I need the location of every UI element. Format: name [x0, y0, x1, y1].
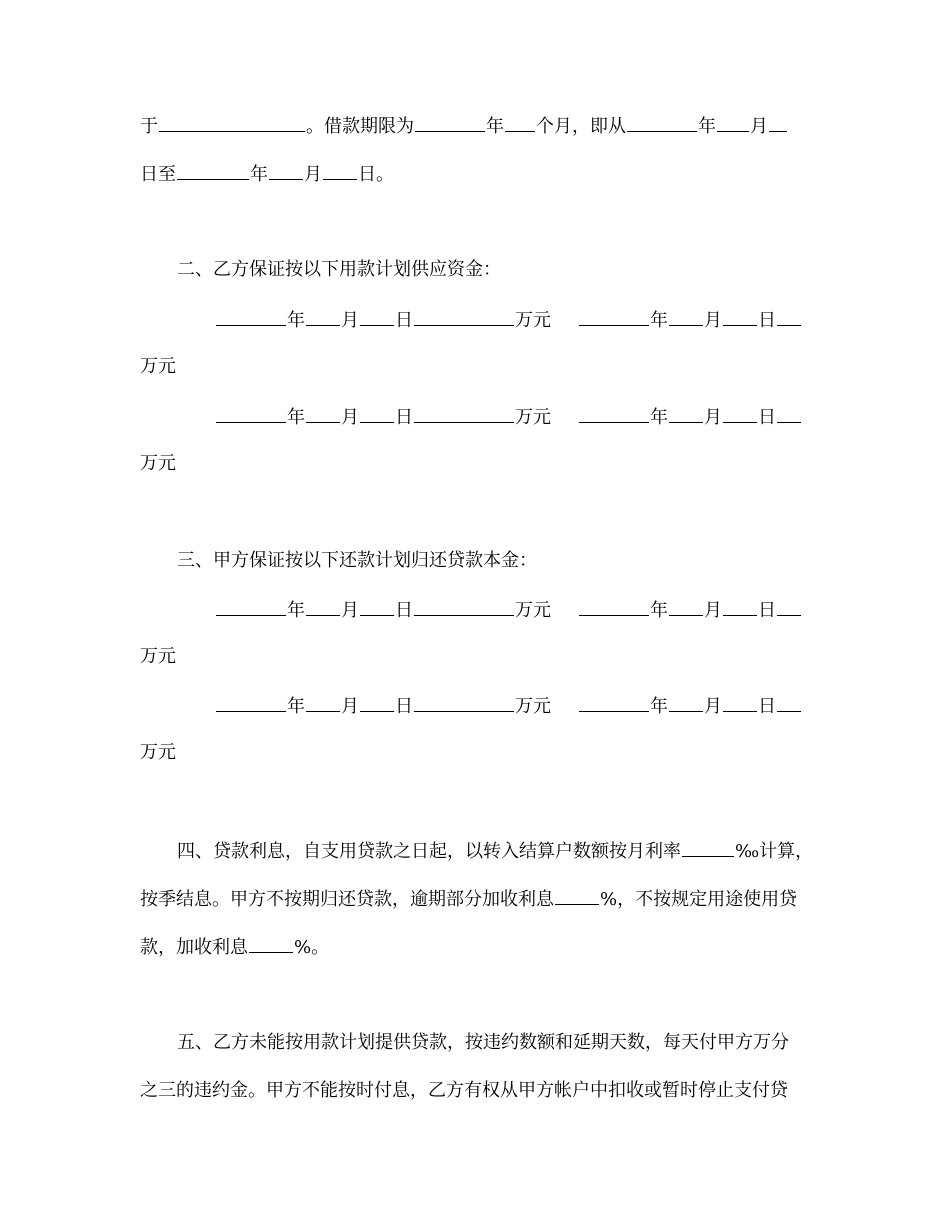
text: ‰计算， — [735, 841, 814, 862]
blank-field[interactable] — [306, 307, 340, 326]
text: 月 — [341, 407, 359, 428]
blank-field[interactable] — [306, 693, 340, 712]
blank-field[interactable] — [777, 597, 801, 616]
text: 年 — [287, 310, 305, 331]
text: 年 — [287, 407, 305, 428]
blank-field[interactable] — [669, 307, 703, 326]
blank-field[interactable] — [249, 934, 293, 953]
blank-field[interactable] — [306, 404, 340, 423]
text: 万元 — [515, 600, 551, 621]
schedule-row — [215, 404, 551, 428]
blank-field[interactable] — [777, 693, 801, 712]
blank-field[interactable] — [669, 404, 703, 423]
blank-field[interactable] — [579, 693, 649, 712]
text: 年 — [486, 116, 504, 137]
blank-field[interactable] — [777, 404, 801, 423]
text: %，不按规定用途使用贷 — [600, 889, 798, 910]
text: 万元 — [515, 696, 551, 717]
text: 年 — [250, 164, 268, 185]
blank-field[interactable] — [306, 597, 340, 616]
text: 按季结息。甲方不按期归还贷款，逾期部分加收利息 — [140, 889, 554, 910]
text: 年 — [650, 696, 668, 717]
text: 日 — [758, 696, 776, 717]
blank-field[interactable] — [216, 307, 286, 326]
blank-field[interactable] — [723, 597, 757, 616]
text: 月 — [704, 696, 722, 717]
blank-field[interactable] — [723, 693, 757, 712]
interest-line-2 — [140, 886, 797, 910]
blank-field[interactable] — [723, 404, 757, 423]
text: 日 — [758, 407, 776, 428]
text: 月 — [341, 600, 359, 621]
schedule-row-right — [578, 693, 802, 717]
text: 日 — [758, 600, 776, 621]
unit-text: 万元 — [140, 646, 176, 667]
blank-field[interactable] — [414, 693, 514, 712]
blank-field[interactable] — [216, 597, 286, 616]
section-2-heading: 二、乙方保证按以下用款计划供应资金： — [177, 259, 501, 280]
blank-field[interactable] — [323, 161, 357, 180]
blank-field[interactable] — [360, 693, 394, 712]
text: 月 — [341, 310, 359, 331]
blank-field[interactable] — [769, 113, 787, 132]
blank-field[interactable] — [415, 113, 485, 132]
text: 月 — [704, 310, 722, 331]
unit-text: 万元 — [140, 453, 176, 474]
text: 于 — [140, 116, 158, 137]
blank-field[interactable] — [414, 307, 514, 326]
blank-field[interactable] — [555, 886, 599, 905]
unit-text: 万元 — [140, 356, 176, 377]
blank-field[interactable] — [579, 597, 649, 616]
text: 。借款期限为 — [306, 116, 414, 137]
blank-field[interactable] — [669, 693, 703, 712]
blank-field[interactable] — [627, 113, 697, 132]
blank-field[interactable] — [216, 404, 286, 423]
schedule-row — [215, 597, 551, 621]
section-3-heading: 三、甲方保证按以下还款计划归还贷款本金： — [177, 550, 537, 571]
blank-field[interactable] — [414, 597, 514, 616]
blank-field[interactable] — [669, 597, 703, 616]
text: 月 — [304, 164, 322, 185]
blank-field[interactable] — [723, 307, 757, 326]
schedule-row-right — [578, 597, 802, 621]
schedule-row-right — [578, 404, 802, 428]
interest-line-1 — [177, 838, 813, 862]
text: 万元 — [515, 407, 551, 428]
text: 万元 — [515, 310, 551, 331]
blank-field[interactable] — [682, 838, 734, 857]
blank-field[interactable] — [777, 307, 801, 326]
interest-line-3 — [140, 934, 329, 958]
blank-field[interactable] — [216, 693, 286, 712]
text: 年 — [287, 600, 305, 621]
blank-field[interactable] — [177, 161, 249, 180]
text: 日 — [758, 310, 776, 331]
text: 日 — [395, 310, 413, 331]
text: %。 — [294, 937, 330, 958]
text: 月 — [704, 407, 722, 428]
blank-field[interactable] — [414, 404, 514, 423]
text: 年 — [650, 310, 668, 331]
text: 年 — [698, 116, 716, 137]
blank-field[interactable] — [159, 113, 305, 132]
schedule-row — [215, 307, 551, 331]
text: 日 — [395, 407, 413, 428]
loan-term-line — [140, 113, 788, 137]
blank-field[interactable] — [360, 597, 394, 616]
text: 月 — [750, 116, 768, 137]
blank-field[interactable] — [579, 404, 649, 423]
schedule-row-right — [578, 307, 802, 331]
text: 日至 — [140, 164, 176, 185]
unit-text: 万元 — [140, 742, 176, 763]
blank-field[interactable] — [269, 161, 303, 180]
blank-field[interactable] — [360, 307, 394, 326]
text: 四、贷款利息，自支用贷款之日起，以转入结算户数额按月利率 — [177, 841, 681, 862]
blank-field[interactable] — [579, 307, 649, 326]
text: 月 — [341, 696, 359, 717]
penalty-line-2: 之三的违约金。甲方不能按时付息，乙方有权从甲方帐户中扣收或暂时停止支付贷 — [140, 1080, 788, 1101]
text: 款，加收利息 — [140, 937, 248, 958]
loan-term-line-2 — [140, 161, 394, 185]
text: 年 — [287, 696, 305, 717]
text: 年 — [650, 407, 668, 428]
text: 日 — [395, 600, 413, 621]
text: 月 — [704, 600, 722, 621]
penalty-line-1: 五、乙方未能按用款计划提供贷款，按违约数额和延期天数，每天付甲方万分 — [177, 1032, 789, 1053]
blank-field[interactable] — [360, 404, 394, 423]
text: 个月，即从 — [536, 116, 626, 137]
blank-field[interactable] — [717, 113, 749, 132]
schedule-row — [215, 693, 551, 717]
text: 日 — [395, 696, 413, 717]
text: 年 — [650, 600, 668, 621]
blank-field[interactable] — [505, 113, 535, 132]
text: 日。 — [358, 164, 394, 185]
